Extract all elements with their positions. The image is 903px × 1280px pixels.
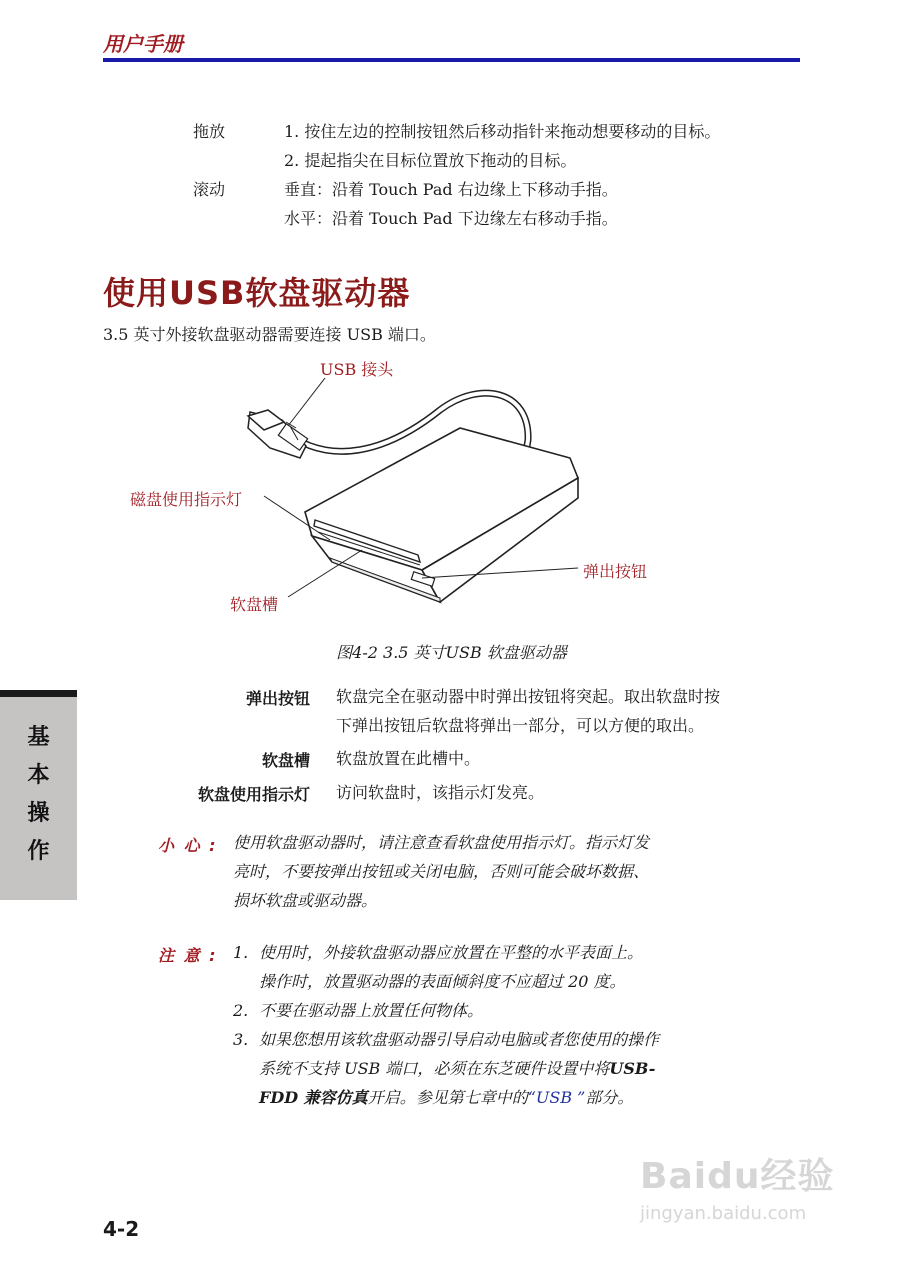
note-item-3-line-3 [259, 1083, 659, 1112]
callout-usb-connector: USB 接头 [320, 360, 394, 379]
gesture-term-drag: 拖放 [193, 122, 226, 141]
note-item-1 [233, 938, 793, 996]
gesture-scroll-line-1: 垂直：沿着 Touch Pad 右边缘上下移动手指。 [284, 180, 618, 199]
usb-connector-leader [288, 378, 325, 426]
slot-leader [288, 550, 362, 597]
gesture-term-scroll: 滚动 [193, 180, 226, 199]
note-item-2-line-1: 不要在驱动器上放置任何物体。 [259, 1001, 484, 1020]
callout-eject-button: 弹出按钮 [583, 562, 648, 581]
gesture-scroll-line-2: 水平：沿着 Touch Pad 下边缘左右移动手指。 [284, 209, 618, 228]
note-item-3-line-2-text: 系统不支持 USB 端口，必须在东芝硬件设置中将 [259, 1059, 610, 1078]
chapter-side-tab [0, 690, 77, 900]
note-item-3-end: 部分。 [585, 1088, 634, 1107]
callout-slot: 软盘槽 [230, 595, 279, 614]
def-eject [336, 682, 806, 740]
running-header: 用户手册 [103, 32, 183, 56]
note-item-1-line-2: 操作时，放置驱动器的表面倾斜度不应超过 20 度。 [259, 972, 626, 991]
caution-text [233, 828, 793, 915]
callout-indicator: 磁盘使用指示灯 [130, 490, 243, 509]
note-item-number: 2. [233, 1001, 249, 1020]
gesture-drag-line-1: 1. 按住左边的控制按钮然后移动指针来拖动想要移动的目标。 [284, 122, 721, 141]
note-item-number: 3. [233, 1030, 249, 1049]
note-label: 注 意 : [158, 946, 218, 965]
def-indicator [336, 778, 806, 807]
usb-plug [248, 410, 308, 458]
caution-label: 小 心 : [158, 836, 218, 855]
caution-line-1: 使用软盘驱动器时，请注意查看软盘使用指示灯。指示灯发 [233, 833, 650, 852]
note-item-3-bold-setting: FDD 兼容仿真 [259, 1088, 368, 1107]
side-tab-char: 本 [27, 763, 50, 788]
watermark-brand: Baidu经验 [640, 1156, 835, 1197]
side-tab-char: 操 [27, 801, 50, 826]
def-indicator-line-1: 访问软盘时，该指示灯发亮。 [336, 783, 545, 802]
page-number: 4-2 [103, 1217, 140, 1241]
def-eject-line-2: 下弹出按钮后软盘将弹出一部分，可以方便的取出。 [336, 716, 705, 735]
def-term-slot: 软盘槽 [261, 751, 310, 770]
note-list [233, 938, 793, 1112]
note-item-number: 1. [233, 943, 249, 962]
side-tab-char: 基 [27, 725, 50, 750]
def-term-indicator: 软盘使用指示灯 [197, 785, 310, 804]
note-item-1-line-1: 使用时，外接软盘驱动器应放置在平整的水平表面上。 [259, 943, 644, 962]
def-eject-line-1: 软盘完全在驱动器中时弹出按钮将突起。取出软盘时按 [336, 687, 721, 706]
note-item-2 [233, 996, 793, 1025]
section-title: 使用USB软盘驱动器 [103, 274, 411, 312]
caution-line-3: 损坏软盘或驱动器。 [233, 891, 378, 910]
section-intro: 3.5 英寸外接软盘驱动器需要连接 USB 端口。 [103, 325, 436, 344]
def-slot-line-1: 软盘放置在此槽中。 [336, 749, 481, 768]
note-item-3-bold-tail: USB- [609, 1059, 656, 1078]
watermark-url: jingyan.baidu.com [640, 1203, 807, 1224]
baidu-watermark [640, 1148, 834, 1224]
note-item-3 [233, 1025, 793, 1112]
note-item-3-rest: 开启。参见第七章中的 [367, 1088, 528, 1107]
header-rule [103, 58, 800, 62]
def-slot [336, 744, 806, 773]
def-term-eject: 弹出按钮 [245, 689, 310, 708]
note-item-3-line-1: 如果您想用该软盘驱动器引导启动电脑或者您使用的操作 [259, 1030, 660, 1049]
caution-line-2: 亮时，不要按弹出按钮或关闭电脑，否则可能会破坏数据、 [233, 862, 650, 881]
chapter-reference-link[interactable]: “USB ” [527, 1088, 586, 1107]
figure-caption: 图4-2 3.5 英寸USB 软盘驱动器 [336, 643, 567, 662]
gesture-drag-line-2: 2. 提起指尖在目标位置放下拖动的目标。 [284, 151, 577, 170]
side-tab-char: 作 [27, 839, 50, 864]
note-item-3-line-2 [259, 1054, 659, 1083]
